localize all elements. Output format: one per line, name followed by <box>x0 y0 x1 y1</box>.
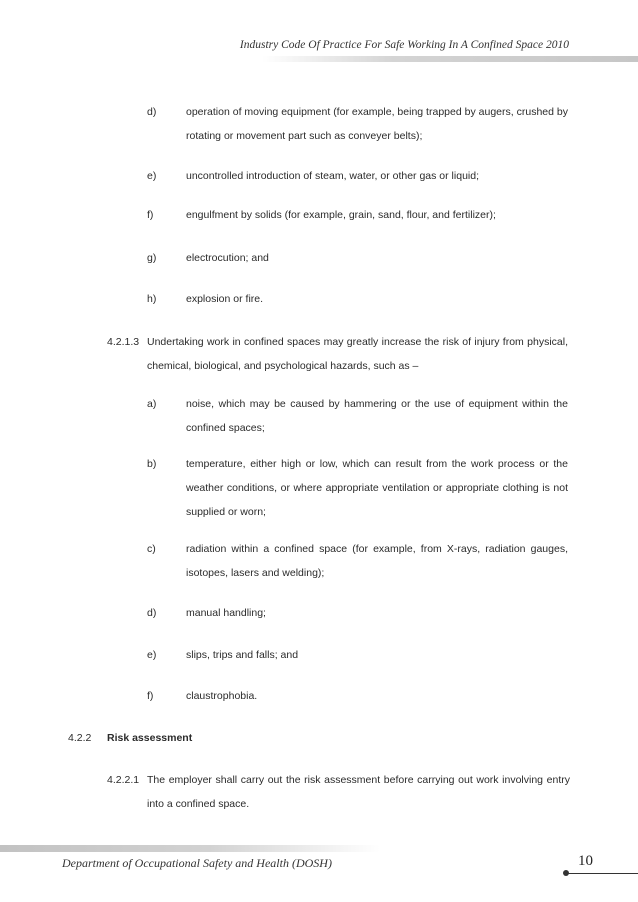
footer-rule <box>0 845 380 852</box>
clause-text: Undertaking work in confined spaces may greatly increase the risk of injury from physical, chemical, biological, and psychological hazards, such as – <box>147 336 568 372</box>
list-item-text: radiation within a confined space (for example, from X-rays, radiation gauges, isotopes, lasers and welding); <box>186 543 568 579</box>
list-label: f) <box>147 690 154 702</box>
list-item-text: explosion or fire. <box>186 293 264 305</box>
list-label: e) <box>147 649 157 661</box>
list-label: c) <box>147 543 156 555</box>
section-number: 4.2.2 <box>68 732 92 744</box>
list-item-text: noise, which may be caused by hammering or the use of equipment within the confined spaces; <box>186 398 568 434</box>
list-label: f) <box>147 209 154 221</box>
list-label: h) <box>147 293 157 305</box>
clause-number: 4.2.1.3 <box>107 336 140 348</box>
list-label: d) <box>147 106 157 118</box>
footer-department: Department of Occupational Safety and Health (DOSH) <box>62 856 332 870</box>
page-marker-line <box>566 873 638 874</box>
list-item-text: operation of moving equipment (for example, being trapped by augers, crushed by rotating or movement part such as conveyer belts); <box>186 106 568 142</box>
clause-number: 4.2.2.1 <box>107 774 140 786</box>
clause-text: The employer shall carry out the risk assessment before carrying out work involving entry into a confined space. <box>147 774 570 810</box>
list-item-text: uncontrolled introduction of steam, water, or other gas or liquid; <box>186 170 479 182</box>
list-item-text: slips, trips and falls; and <box>186 649 299 661</box>
list-item-text: temperature, either high or low, which can result from the work process or the weather conditions, or where appropriate ventilation or appropriate clothing is not supplied or worn; <box>186 458 568 518</box>
list-label: b) <box>147 458 157 470</box>
list-item-text: electrocution; and <box>186 252 269 264</box>
list-item-text: claustrophobia. <box>186 690 258 702</box>
list-label: e) <box>147 170 157 182</box>
running-header: Industry Code Of Practice For Safe Working In A Confined Space 2010 <box>239 39 569 51</box>
page-number: 10 <box>578 853 593 869</box>
list-label: a) <box>147 398 157 410</box>
header-rule <box>262 56 638 62</box>
list-item-text: engulfment by solids (for example, grain, sand, flour, and fertilizer); <box>186 209 496 221</box>
list-label: g) <box>147 252 157 264</box>
list-item-text: manual handling; <box>186 607 266 619</box>
section-heading: Risk assessment <box>107 732 193 744</box>
list-label: d) <box>147 607 157 619</box>
